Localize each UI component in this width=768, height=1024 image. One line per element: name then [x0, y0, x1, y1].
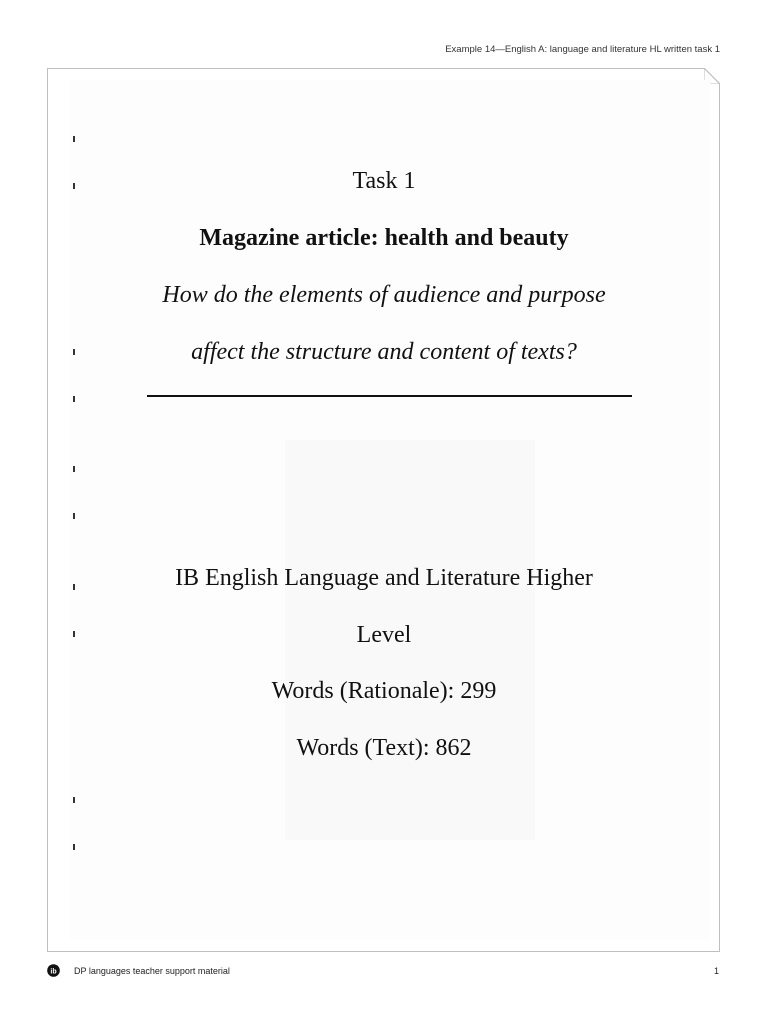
article-title: Magazine article: health and beauty [199, 225, 569, 251]
word-count-text: Words (Text): 862 [296, 735, 472, 761]
margin-tick [73, 396, 75, 402]
guiding-question-line-2: affect the structure and content of texts? [191, 339, 577, 365]
margin-tick [73, 844, 75, 850]
footer-text: DP languages teacher support material [74, 966, 230, 976]
margin-tick [73, 466, 75, 472]
course-name-line-1: IB English Language and Literature Higher [175, 565, 593, 591]
course-name-line-2: Level [356, 622, 412, 648]
svg-text:ib: ib [50, 968, 57, 976]
guiding-question-line-1: How do the elements of audience and purpose [162, 282, 606, 308]
task-title: Task 1 [352, 168, 416, 194]
title-underline [147, 395, 632, 397]
page-number: 1 [713, 966, 719, 976]
running-header: Example 14—English A: language and literature HL written task 1 [445, 44, 720, 55]
ib-logo-icon [47, 964, 60, 977]
margin-tick [73, 797, 75, 803]
margin-tick [73, 136, 75, 142]
word-count-rationale: Words (Rationale): 299 [271, 678, 497, 704]
margin-tick [73, 513, 75, 519]
